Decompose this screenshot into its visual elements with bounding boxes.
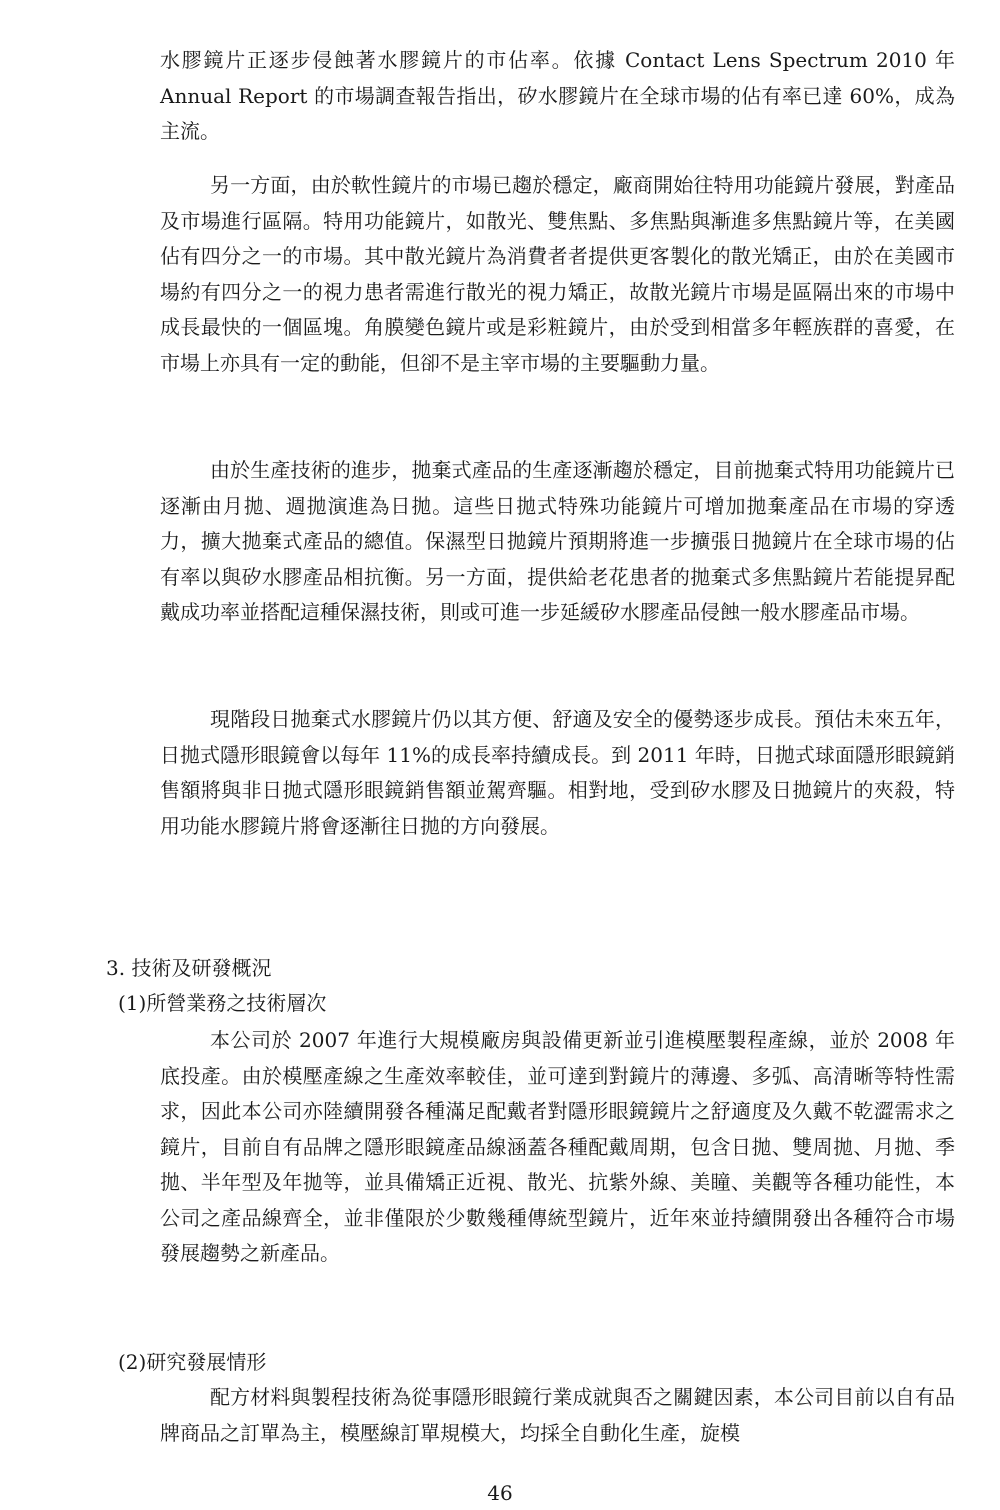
paragraph-molding-production: 本公司於 2007 年進行大規模廠房與設備更新並引進模壓製程產線，並於 2008 年底投產。由於模壓產線之生產效率較佳，並可達到對鏡片的薄邊、多弧、高清晰等特性需求，因此本公司亦陸續開發各種滿足配戴者對隱形眼鏡鏡片之舒適度及久戴不乾澀需求之鏡片，目前自有品牌之隱形眼鏡產品線涵蓋各種配戴周期，包含日拋、雙周拋、月拋、季拋、半年型及年拋等，並具備矯正近視、散光、抗紫外線、美瞳、美觀等各種功能性，本公司之產品線齊全，並非僅限於少數幾種傳統型鏡片，近年來並持續開發出各種符合市場發展趨勢之新產品。 <box>160 1028 955 1265</box>
paragraph-disposable-products: 由於生產技術的進步，拋棄式產品的生產逐漸趨於穩定，目前拋棄式特用功能鏡片已逐漸由月拋、週拋演進為日拋。這些日拋式特殊功能鏡片可增加拋棄產品在市場的穿透力，擴大拋棄式產品的總值。保濕型日拋鏡片預期將進一步擴張日拋鏡片在全球市場的佔有率以與矽水膠產品相抗衡。另一方面，提供給老花患者的拋棄式多焦點鏡片若能提昇配戴成功率並搭配這種保濕技術，則或可進一步延緩矽水膠產品侵蝕一般水膠產品市場。 <box>160 458 955 624</box>
subheading-rd-status: (2)研究發展情形 <box>118 1350 267 1374</box>
page-number: 46 <box>487 1481 513 1505</box>
section-heading-technology-rd: 3. 技術及研發概況 <box>106 956 272 980</box>
paragraph-silicone-hydrogel-share: 水膠鏡片正逐步侵蝕著水膠鏡片的市佔率。依據 Contact Lens Spectrum 2010 年 Annual Report 的市場調查報告指出，矽水膠鏡片在全球市場的佔有率已達 60%，成為主流。 <box>160 48 955 143</box>
subheading-technology-level: (1)所營業務之技術層次 <box>118 991 327 1015</box>
paragraph-specialty-lenses: 另一方面，由於軟性鏡片的市場已趨於穩定，廠商開始往特用功能鏡片發展，對產品及市場進行區隔。特用功能鏡片，如散光、雙焦點、多焦點與漸進多焦點鏡片等，在美國佔有四分之一的市場。其中散光鏡片為消費者者提供更客製化的散光矯正，由於在美國市場約有四分之一的視力患者需進行散光的視力矯正，故散光鏡片市場是區隔出來的市場中成長最快的一個區塊。角膜變色鏡片或是彩粧鏡片，由於受到相當多年輕族群的喜愛，在市場上亦具有一定的動能，但卻不是主宰市場的主要驅動力量。 <box>160 173 955 375</box>
paragraph-formula-process: 配方材料與製程技術為從事隱形眼鏡行業成就與否之關鍵因素，本公司目前以自有品牌商品之訂單為主，模壓線訂單規模大，均採全自動化生產，旋模 <box>160 1385 955 1445</box>
paragraph-daily-disposable-growth: 現階段日拋棄式水膠鏡片仍以其方便、舒適及安全的優勢逐步成長。預估未來五年，日拋式隱形眼鏡會以每年 11%的成長率持續成長。到 2011 年時，日拋式球面隱形眼鏡銷售額將與非日拋式隱形眼鏡銷售額並駕齊驅。相對地，受到矽水膠及日拋鏡片的夾殺，特用功能水膠鏡片將會逐漸往日拋的方向發展。 <box>160 707 955 838</box>
